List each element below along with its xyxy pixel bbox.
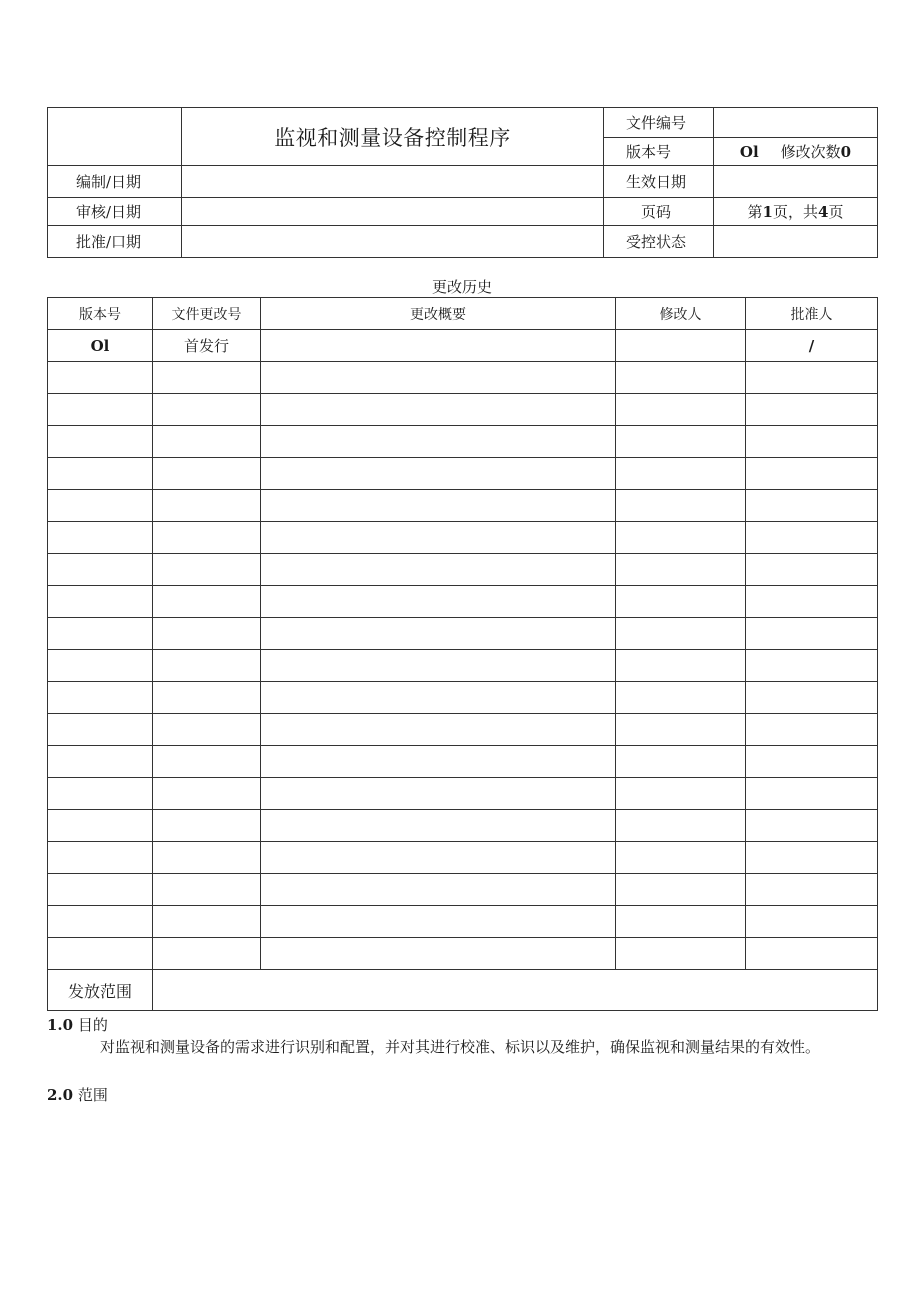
table-cell [48,938,153,970]
table-cell [261,490,616,522]
table-cell [616,362,746,394]
table-cell [153,490,261,522]
table-row [48,874,878,906]
distribution-label: 发放范围 [48,970,153,1011]
table-cell [261,682,616,714]
table-row [48,778,878,810]
table-cell [616,426,746,458]
table-cell [616,650,746,682]
effective-date-value [714,166,878,198]
reviewed-date-value [182,198,604,226]
table-row [48,810,878,842]
table-cell [153,618,261,650]
table-cell [746,746,878,778]
table-row [48,618,878,650]
revision-label: 修改次数 [780,143,841,161]
control-status-label: 受控状态 [604,226,714,258]
table-cell [616,522,746,554]
table-cell [153,906,261,938]
table-cell [153,842,261,874]
table-cell [616,394,746,426]
page-number-value [714,198,878,226]
table-cell [746,842,878,874]
table-cell [48,650,153,682]
version-revision-cell [714,138,878,166]
prepared-date-value [182,166,604,198]
table-cell [616,810,746,842]
doc-number-label: 文件编号 [604,108,714,138]
table-cell [48,842,153,874]
page-number-label: 页码 [604,198,714,226]
table-row [48,554,878,586]
effective-date-label: 生效日期 [604,166,714,198]
change-history-body [48,298,878,1011]
table-row [48,586,878,618]
table-row [48,906,878,938]
table-cell [48,394,153,426]
table-cell [746,714,878,746]
table-cell [153,938,261,970]
table-cell [261,778,616,810]
table-cell [746,650,878,682]
doc-number-value [714,108,878,138]
table-cell [746,554,878,586]
change-history-table [47,297,878,1011]
table-row [48,394,878,426]
table-cell [261,746,616,778]
section-title: 目的 [77,1016,108,1034]
table-cell [48,810,153,842]
table-cell [48,554,153,586]
table-cell [616,586,746,618]
version-value: Ol [739,143,759,161]
table-cell [48,426,153,458]
table-cell [153,746,261,778]
table-cell [616,682,746,714]
table-cell [153,458,261,490]
page-suffix: 页 [828,203,844,221]
table-cell [746,394,878,426]
table-cell [746,458,878,490]
table-cell [616,778,746,810]
section-title: 范围 [77,1086,108,1104]
table-cell [746,874,878,906]
table-cell [261,394,616,426]
distribution-value [153,970,878,1011]
table-cell [616,618,746,650]
table-cell [153,426,261,458]
table-cell [616,842,746,874]
table-header-row [48,298,878,330]
page-mid: 页，共 [772,203,818,221]
table-cell [746,426,878,458]
table-cell [48,906,153,938]
page-total: 4 [818,203,829,221]
table-cell [48,362,153,394]
section-heading [47,1084,108,1105]
column-header: 修改人 [616,298,746,330]
table-cell [746,810,878,842]
table-row [48,458,878,490]
table-row [48,842,878,874]
table-cell [261,554,616,586]
table-cell [153,586,261,618]
table-cell [261,330,616,362]
section-number: 2.0 [47,1086,74,1104]
table-cell [153,682,261,714]
version-label: 版本号 [604,138,714,166]
table-row [48,522,878,554]
table-cell [261,650,616,682]
table-row [48,426,878,458]
page-prefix: 第 [747,203,763,221]
table-cell [153,554,261,586]
table-cell [261,906,616,938]
section-number: 1.0 [47,1016,74,1034]
control-status-value [714,226,878,258]
table-cell [616,874,746,906]
table-cell [261,842,616,874]
table-cell [746,490,878,522]
column-header: 版本号 [48,298,153,330]
table-cell [261,938,616,970]
table-cell [153,714,261,746]
column-header: 批准人 [746,298,878,330]
table-cell [153,522,261,554]
table-cell [261,362,616,394]
table-cell [616,714,746,746]
table-row [48,746,878,778]
table-cell [746,906,878,938]
table-cell [48,458,153,490]
table-cell [153,394,261,426]
table-cell [616,554,746,586]
table-cell [153,778,261,810]
prepared-date-label: 编制/日期 [48,166,182,198]
table-cell [261,618,616,650]
table-cell [153,362,261,394]
table-cell [153,874,261,906]
change-history-caption: 更改历史 [431,278,492,296]
table-row [48,330,878,362]
revision-value: 0 [840,143,852,161]
table-cell [746,586,878,618]
table-cell [261,810,616,842]
section-paragraph: 对监视和测量设备的需求进行识别和配置，并对其进行校准、标识以及维护，确保监视和测量结果的有效性。 [100,1038,821,1056]
table-cell [261,458,616,490]
table-cell: Ol [48,330,153,362]
section-heading [47,1014,108,1035]
table-cell [153,810,261,842]
table-row [48,714,878,746]
table-cell [48,586,153,618]
document-title: 监视和测量设备控制程序 [182,108,604,166]
table-cell [746,618,878,650]
approved-date-label: 批准/口期 [48,226,182,258]
table-cell [616,938,746,970]
table-cell [261,714,616,746]
page-current: 1 [762,203,773,221]
table-cell [153,650,261,682]
table-cell [261,522,616,554]
table-cell [746,938,878,970]
column-header: 文件更改号 [153,298,261,330]
table-cell: 首发行 [153,330,261,362]
column-header: 更改概要 [261,298,616,330]
table-row [48,682,878,714]
table-row [48,362,878,394]
table-cell [48,874,153,906]
table-cell [616,458,746,490]
table-cell [261,586,616,618]
reviewed-date-label: 审核/日期 [48,198,182,226]
logo-cell [48,108,182,166]
document-header-table [47,107,878,258]
table-cell: / [746,330,878,362]
table-cell [261,426,616,458]
table-cell [261,874,616,906]
approved-date-value [182,226,604,258]
table-cell [48,522,153,554]
table-cell [746,778,878,810]
table-cell [48,618,153,650]
table-row [48,490,878,522]
table-cell [616,746,746,778]
table-cell [48,682,153,714]
table-cell [616,330,746,362]
table-cell [48,714,153,746]
table-cell [616,906,746,938]
table-row [48,938,878,970]
table-cell [616,490,746,522]
table-cell [746,522,878,554]
table-cell [48,746,153,778]
table-cell [48,490,153,522]
table-cell [746,682,878,714]
table-cell [746,362,878,394]
distribution-row [48,970,878,1011]
table-cell [48,778,153,810]
table-row [48,650,878,682]
